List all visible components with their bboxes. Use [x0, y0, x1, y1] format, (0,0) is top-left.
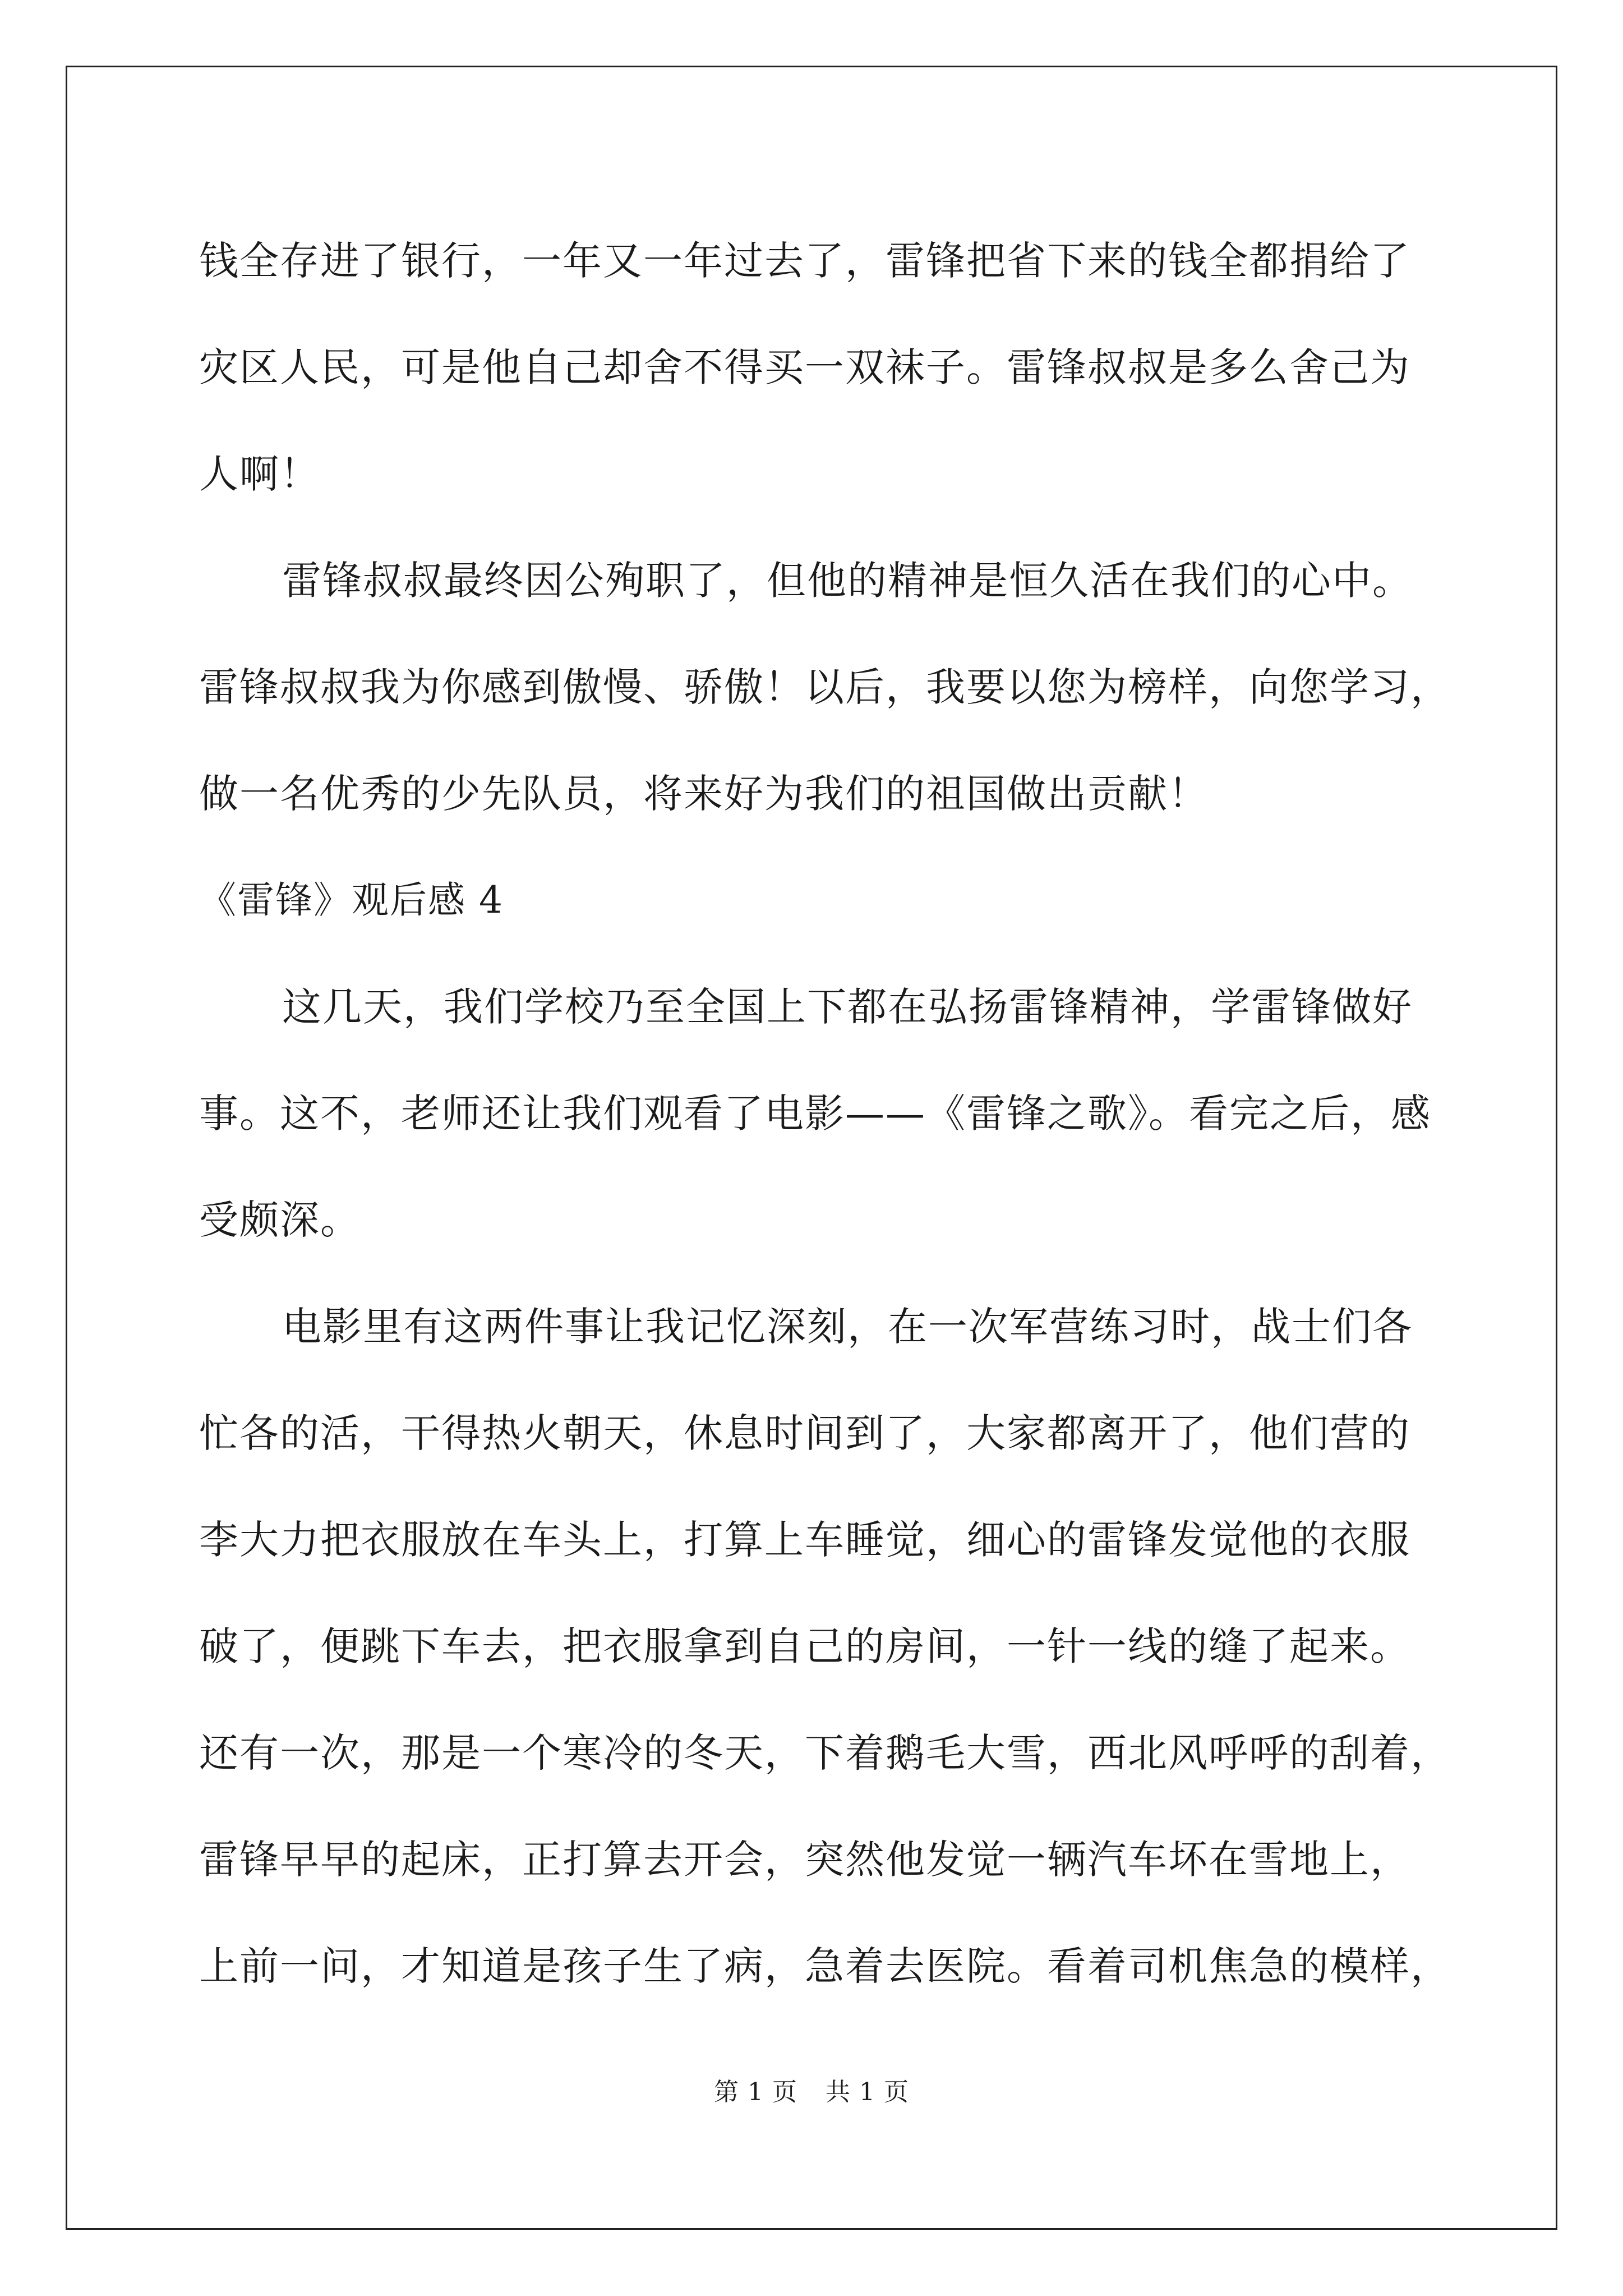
page-total: 共 1 页 [826, 2078, 909, 2106]
document-body [199, 208, 1451, 2019]
page-number: 第 1 页 [714, 2078, 797, 2106]
text-line: 李大力把衣服放在车头上，打算上车睡觉，细心的雷锋发觉他的衣服 [199, 1517, 1410, 1563]
section-heading: 《雷锋》观后感 4 [199, 878, 504, 922]
text-line: 灾区人民，可是他自己却舍不得买一双袜子。雷锋叔叔是多么舍己为 [199, 344, 1410, 390]
text-line: 事。这不，老师还让我们观看了电影——《雷锋之歌》。看完之后，感 [199, 1091, 1431, 1137]
text-line: 钱全存进了银行，一年又一年过去了，雷锋把省下来的钱全都捐给了 [199, 238, 1410, 284]
page-footer [0, 2076, 1623, 2109]
text-line: 雷锋叔叔我为你感到傲慢、骄傲！以后，我要以您为榜样，向您学习， [199, 664, 1451, 710]
text-line: 上前一问，才知道是孩子生了病，急着去医院。看着司机焦急的模样， [199, 1943, 1451, 1989]
text-line: 做一名优秀的少先队员，将来好为我们的祖国做出贡献！ [199, 771, 1209, 817]
text-line: 人啊！ [199, 451, 320, 497]
text-line: 还有一次，那是一个寒冷的冬天，下着鹅毛大雪，西北风呼呼的刮着， [199, 1730, 1451, 1776]
paragraph-first-line: 电影里有这两件事让我记忆深刻，在一次军营练习时，战士们各 [282, 1304, 1413, 1350]
text-line: 受颇深。 [199, 1197, 361, 1243]
text-line: 雷锋早早的起床，正打算去开会，突然他发觉一辆汽车坏在雪地上， [199, 1837, 1410, 1883]
text-line: 破了，便跳下车去，把衣服拿到自己的房间，一针一线的缝了起来。 [199, 1623, 1410, 1669]
text-line: 忙各的活，干得热火朝天，休息时间到了，大家都离开了，他们营的 [199, 1410, 1410, 1456]
paragraph-first-line: 这几天，我们学校乃至全国上下都在弘扬雷锋精神，学雷锋做好 [282, 984, 1413, 1030]
paragraph-first-line: 雷锋叔叔最终因公殉职了，但他的精神是恒久活在我们的心中。 [282, 558, 1413, 604]
